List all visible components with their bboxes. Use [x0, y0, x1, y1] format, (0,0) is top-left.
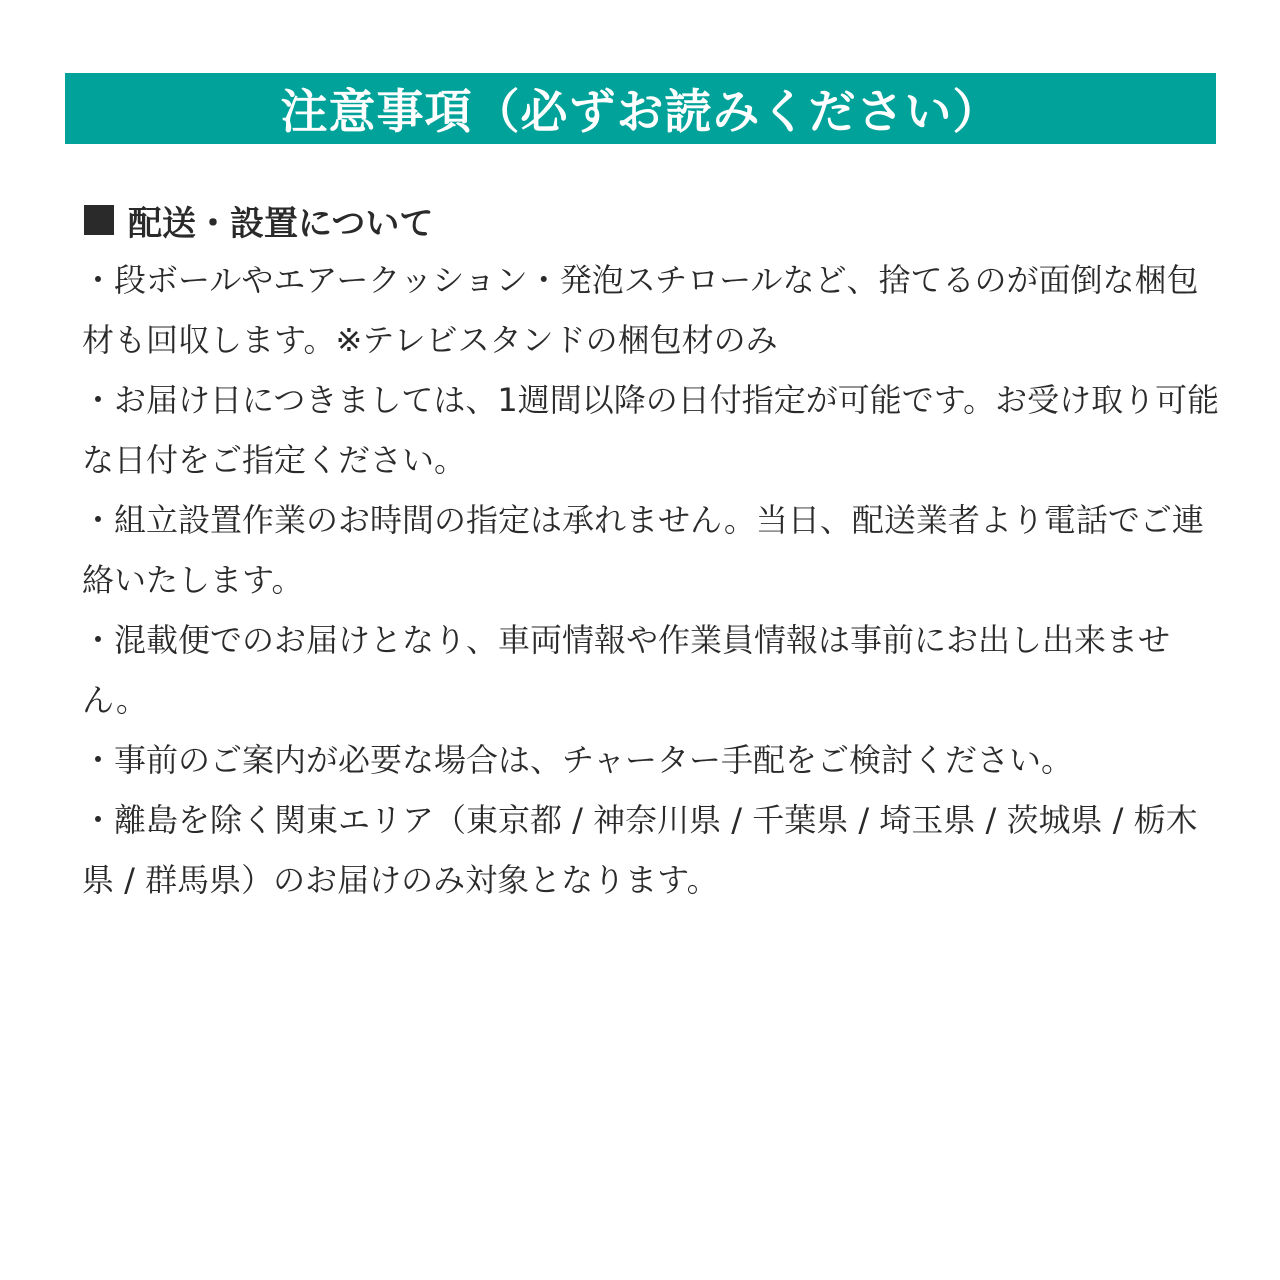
banner-title: 注意事項（必ずお読みください） [280, 85, 1001, 140]
delivery-section [82, 190, 1222, 910]
section-heading [82, 190, 1222, 250]
notice-banner [65, 73, 1216, 144]
note-item: ・事前のご案内が必要な場合は、チャーター手配をご検討ください。 [82, 741, 1074, 779]
note-item: ・組立設置作業のお時間の指定は承れません。当日、配送業者より電話でご連絡いたします。 [82, 501, 1204, 599]
black-square-icon [84, 205, 114, 235]
note-item: ・段ボールやエアークッション・発泡スチロールなど、捨てるのが面倒な梱包材も回収します。※テレビスタンドの梱包材のみ [82, 261, 1199, 359]
note-item: ・お届け日につきましては、1週間以降の日付指定が可能です。お受け取り可能な日付をご指定ください。 [82, 381, 1220, 479]
note-item: ・離島を除く関東エリア（東京都 / 神奈川県 / 千葉県 / 埼玉県 / 茨城県 / 栃木県 / 群馬県）のお届けのみ対象となります。 [82, 801, 1198, 899]
note-item: ・混載便でのお届けとなり、車両情報や作業員情報は事前にお出し出来ません。 [82, 621, 1171, 719]
section-heading-text: 配送・設置について [128, 203, 434, 244]
notes-list [82, 250, 1222, 910]
